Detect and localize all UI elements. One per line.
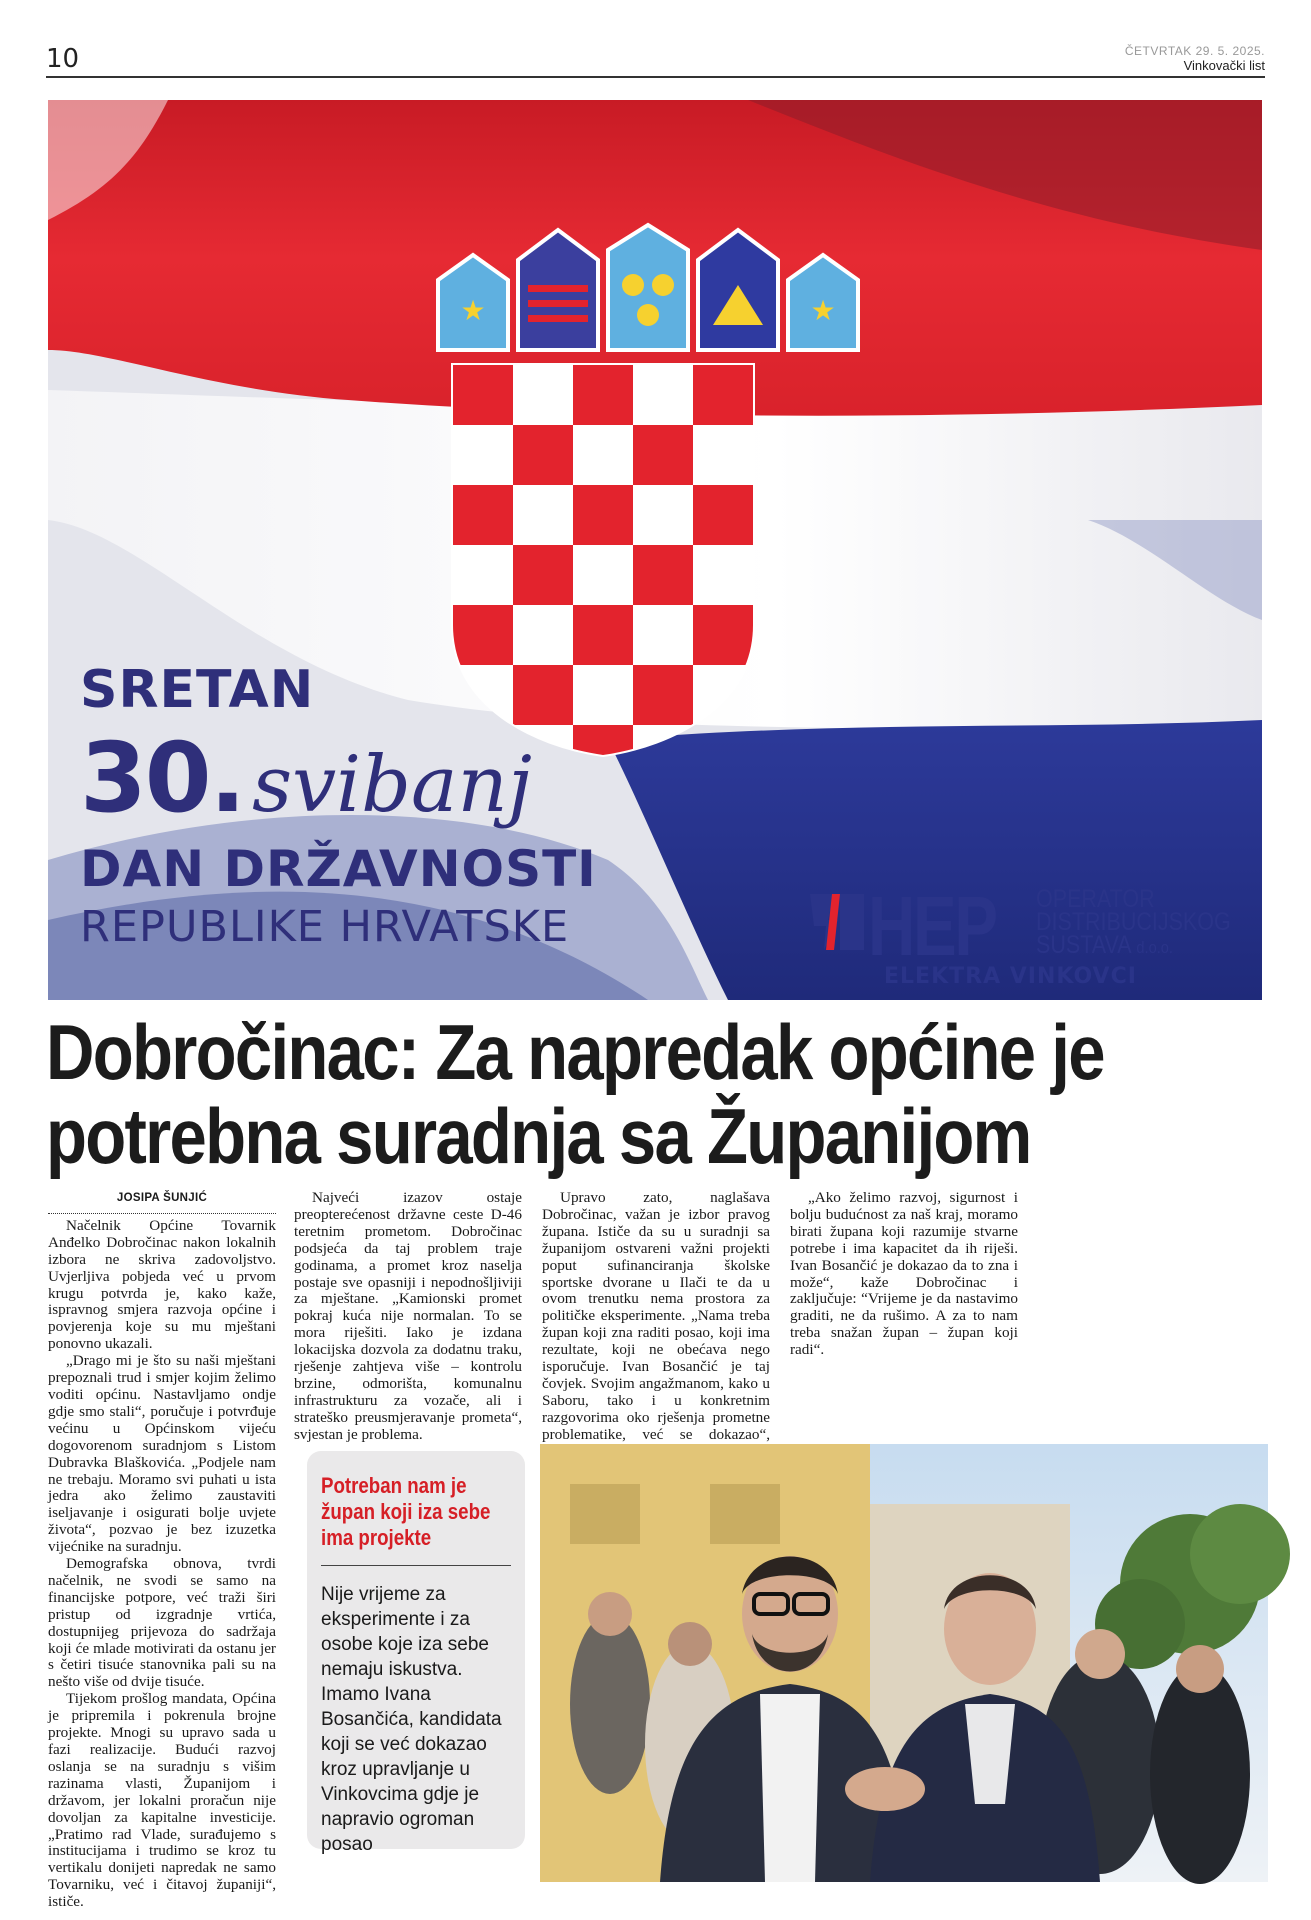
sidebar-title: Potreban nam je župan koji iza sebe ima projekte xyxy=(321,1473,491,1550)
checker-square xyxy=(453,605,513,665)
article-column-4 xyxy=(790,1190,1018,1438)
hep-company-suffix: d.o.o. xyxy=(1136,938,1173,957)
checker-square xyxy=(453,485,513,545)
page-number: 10 xyxy=(46,44,80,74)
checker-square xyxy=(693,605,753,665)
checker-square xyxy=(633,665,693,725)
issue-date: ČETVRTAK 29. 5. 2025. xyxy=(1124,44,1265,58)
article-column-1 xyxy=(48,1190,276,1911)
checker-square xyxy=(453,365,513,425)
hep-wordmark: HEP xyxy=(868,879,996,973)
headline-line-1: Dobročinac: Za napredak općine je xyxy=(46,1008,1104,1096)
checker-square xyxy=(633,425,693,485)
ad-line-dan-drzavnosti: DAN DRŽAVNOSTI xyxy=(80,840,597,898)
newspaper-name: Vinkovački list xyxy=(1183,58,1265,73)
checker-square xyxy=(573,605,633,665)
ad-slogan xyxy=(80,660,597,952)
headline-line-2: potrebna suradnja sa Županijom xyxy=(46,1092,1031,1180)
checker-square xyxy=(513,425,573,485)
ad-date-line xyxy=(80,722,597,834)
hep-operator-line-2: DISTRIBUCIJSKOG xyxy=(1036,908,1231,936)
article-column-3 xyxy=(542,1189,770,1443)
article-byline: JOSIPA ŠUNJIĆ xyxy=(48,1190,276,1214)
article-paragraph: Tijekom prošlog mandata, Općina je pripremila i pokrenula brojne projekte. Mnogi su upravo sada u fazi realizacije. Budući razvoj oslanja se na suradnju s višim razinama vlasti, Županijom i državom, jer lokalni proračun nije dovoljan za kapitalne investicije. „Pratimo rad Vlade, surađujemo s institucijama i trudimo se kroz tu vertikalu donijeti napredak ne samo Tovarniku, već i čitavoj županiji“, ističe. xyxy=(48,1690,276,1911)
svg-text:★: ★ xyxy=(460,294,486,327)
checker-square xyxy=(513,545,573,605)
article-paragraph: Demografska obnova, tvrdi načelnik, ne svodi se samo na financijske potpore, već traži širi pristup od izgradnje vrtića, dostupnijeg prijevoza do sadržaja koji će mlade motivirati da ostanu jer s četiri tisuće stanovnika pali su na nešto više od dvije tisuće. xyxy=(48,1555,276,1691)
ad-line-republike: REPUBLIKE HRVATSKE xyxy=(80,902,570,952)
checker-square xyxy=(573,365,633,425)
hep-logo xyxy=(804,879,1244,992)
article-photo xyxy=(540,1444,1268,1882)
article-headline xyxy=(46,1008,1104,1180)
article-paragraph: „Drago mi je što su naši mještani prepoznali trud i smjer kojim želimo voditi općinu. Nastavljamo ondje gdje smo stali“, poručuje i potvrđuje većinu u Općinskom vijeću dogovorenom suradnjom s Listom Dubravka Blaškovića. „Podjele nam ne trebaju. Moramo svi puhati u ista jedra ako želimo zaustaviti iseljavanje i osigurati bolje uvjete života“, pozvao je bez izuzetka vijećnike na suradnju. xyxy=(48,1352,276,1556)
article-column-2 xyxy=(294,1189,522,1443)
hep-operator-name xyxy=(1036,885,1231,959)
hep-lightning-icon xyxy=(804,890,868,954)
hep-operator-line-1: OPERATOR xyxy=(1036,885,1155,913)
ad-line-sretan: SRETAN xyxy=(80,660,315,720)
sidebar-quote-box xyxy=(307,1451,525,1855)
sidebar-divider xyxy=(321,1565,511,1566)
header-info xyxy=(1125,44,1265,73)
header-divider xyxy=(46,76,1265,78)
article-paragraph: Najveći izazov ostaje preopterećenost državne ceste D-46 teretnim prometom. Dobročinac podsjeća da taj problem traje godinama, a promet kroz naselja postaje sve opasniji i nepodnošljiviji za mještane. „Kamionski promet pokraj kuća nije normalan. To se mora riješiti. Iako je izdana lokacijska dozvola za dodatnu traku, rješenje zahtjeva više – kontrolu brzine, odmorišta, komunalnu infrastrukturu za vozače, ali i strateško preusmjeravanje prometa“, svjestan je problema. xyxy=(294,1189,522,1443)
hep-operator-line-3: SUSTAVA xyxy=(1036,931,1131,959)
article-paragraph: „Ako želimo razvoj, sigurnost i bolju budućnost za naš kraj, moramo birati župana koji razumije stvarne potrebe i ima kapacitet da ih riješi. Ivan Bosančić je dokazao da to zna i može“, kaže Dobročinac i zaključuje: “Vrijeme je da nastavimo graditi, ne da rušimo. A za to nam treba snažan župan – župan koji radi“. xyxy=(790,1189,1018,1359)
checker-square xyxy=(693,485,753,545)
svg-text:★: ★ xyxy=(810,294,836,327)
article-paragraph: Upravo zato, naglašava Dobročinac, važan je izbor pravog župana. Ističe da su u suradnji sa županijom ostvareni važni projekti poput sufinanciranja školske sportske dvorane u Ilači te da u ovom trenutku nema prostora za političke eksperimente. „Nama treba župan koji zna raditi posao, koji ima rezultate, koji ne obećava nego isporučuje. Ivan Bosančić je taj čovjek. Svojim angažmanom, kako u Saboru, tako i u konkretnim razgovorima oko rješenja prometne problematike, već se dokazao“, xyxy=(542,1189,770,1443)
checker-square xyxy=(693,365,753,425)
sidebar-body: Nije vrijeme za eksperimente i za osobe koje iza sebe nemaju iskustva. Imamo Ivana Bosančića, kandidata koji se već dokazao kroz upravljanje u Vinkovcima gdje je napravio ogroman posao xyxy=(321,1584,502,1855)
ad-month: svibanj xyxy=(252,740,532,830)
checker-square xyxy=(633,545,693,605)
hep-unit-name: ELEKTRA VINKOVCI xyxy=(884,964,1137,989)
article-paragraph: Načelnik Općine Tovarnik Anđelko Dobročinac nakon lokalnih izbora ne skriva zadovoljstvo. Uvjerljiva pobjeda već u prvom krugu potvrda je, kako kaže, ispravnog smjera razvoja općine i povjerenja koje su mu mještani ponovno ukazali. xyxy=(48,1216,276,1353)
checker-square xyxy=(573,485,633,545)
ad-day-number: 30. xyxy=(80,722,245,834)
statehood-day-advertisement xyxy=(48,100,1262,1000)
